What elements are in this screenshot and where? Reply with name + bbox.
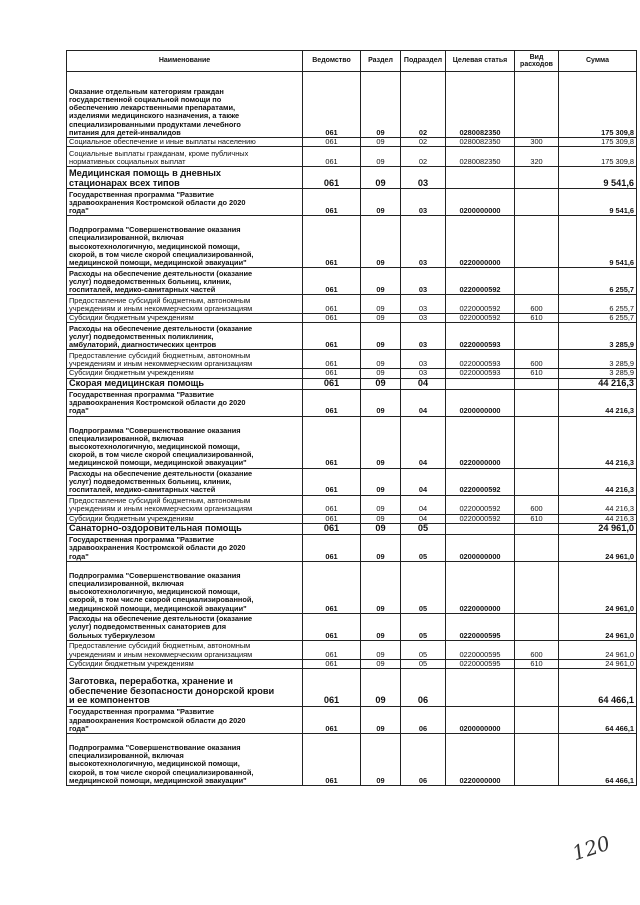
cell-section: 09 — [361, 147, 401, 167]
cell-dept: 061 — [303, 389, 361, 416]
cell-name: Государственная программа "Развитие здравоохранения Костромской области до 2020 года" — [67, 389, 303, 416]
cell-kind — [515, 707, 559, 734]
cell-dept: 061 — [303, 561, 361, 613]
cell-subsection: 03 — [401, 350, 446, 369]
cell-dept: 061 — [303, 468, 361, 495]
cell-kind — [515, 534, 559, 561]
cell-name: Субсидии бюджетным учреждениям — [67, 659, 303, 668]
cell-dept: 061 — [303, 189, 361, 216]
cell-sum: 6 255,7 — [559, 268, 637, 295]
cell-dept: 061 — [303, 613, 361, 640]
cell-sum: 3 285,9 — [559, 350, 637, 369]
cell-sum: 64 466,1 — [559, 707, 637, 734]
cell-dept: 061 — [303, 138, 361, 147]
cell-target: 0200000000 — [446, 389, 515, 416]
cell-name: Субсидии бюджетным учреждениям — [67, 314, 303, 323]
cell-name: Расходы на обеспечение деятельности (оказание услуг) подведомственных санаториев для больных туберкулезом — [67, 613, 303, 640]
header-section: Раздел — [361, 51, 401, 72]
cell-target: 0280082350 — [446, 147, 515, 167]
cell-name: Расходы на обеспечение деятельности (оказание услуг) подведомственных поликлиник, амбулаторий, диагностических центров — [67, 323, 303, 350]
cell-sum: 9 541,6 — [559, 189, 637, 216]
table-row — [67, 416, 637, 468]
cell-section: 09 — [361, 350, 401, 369]
cell-target: 0220000000 — [446, 561, 515, 613]
cell-subsection: 02 — [401, 72, 446, 138]
cell-subsection: 03 — [401, 295, 446, 314]
cell-subsection: 05 — [401, 534, 446, 561]
cell-sum: 64 466,1 — [559, 734, 637, 786]
cell-dept: 061 — [303, 350, 361, 369]
cell-dept: 061 — [303, 514, 361, 523]
cell-name: Субсидии бюджетным учреждениям — [67, 369, 303, 378]
cell-target: 0220000593 — [446, 323, 515, 350]
cell-subsection: 04 — [401, 468, 446, 495]
cell-kind: 610 — [515, 369, 559, 378]
cell-kind — [515, 189, 559, 216]
cell-name: Расходы на обеспечение деятельности (оказание услуг) подведомственных больниц, клиник, госпиталей, медико-санитарных частей — [67, 468, 303, 495]
cell-target: 0220000592 — [446, 514, 515, 523]
cell-dept: 061 — [303, 323, 361, 350]
cell-kind — [515, 323, 559, 350]
cell-dept: 061 — [303, 216, 361, 268]
cell-section: 09 — [361, 216, 401, 268]
cell-sum: 24 961,0 — [559, 561, 637, 613]
table-row — [67, 389, 637, 416]
table-row — [67, 323, 637, 350]
cell-target: 0200000000 — [446, 189, 515, 216]
cell-target: 0220000592 — [446, 468, 515, 495]
cell-section: 09 — [361, 369, 401, 378]
cell-sum: 175 309,8 — [559, 147, 637, 167]
table-row — [67, 268, 637, 295]
cell-subsection: 03 — [401, 189, 446, 216]
cell-target: 0220000592 — [446, 295, 515, 314]
cell-dept: 061 — [303, 72, 361, 138]
cell-subsection: 04 — [401, 495, 446, 514]
cell-target — [446, 378, 515, 389]
cell-target: 0220000000 — [446, 734, 515, 786]
cell-section: 09 — [361, 669, 401, 707]
cell-target — [446, 523, 515, 534]
cell-target: 0220000595 — [446, 613, 515, 640]
cell-dept: 061 — [303, 495, 361, 514]
cell-name: Социальное обеспечение и иные выплаты населению — [67, 138, 303, 147]
cell-kind — [515, 561, 559, 613]
cell-section: 09 — [361, 534, 401, 561]
cell-target: 0200000000 — [446, 534, 515, 561]
table-row — [67, 147, 637, 167]
cell-subsection: 04 — [401, 389, 446, 416]
cell-kind — [515, 416, 559, 468]
cell-sum: 6 255,7 — [559, 314, 637, 323]
cell-name: Социальные выплаты гражданам, кроме публичных нормативных социальных выплат — [67, 147, 303, 167]
cell-kind — [515, 378, 559, 389]
table-row — [67, 295, 637, 314]
cell-section: 09 — [361, 295, 401, 314]
cell-section: 09 — [361, 416, 401, 468]
table-row — [67, 167, 637, 189]
table-row — [67, 613, 637, 640]
header-dept: Ведомство — [303, 51, 361, 72]
cell-dept: 061 — [303, 416, 361, 468]
cell-dept: 061 — [303, 314, 361, 323]
cell-section: 09 — [361, 495, 401, 514]
cell-sum: 3 285,9 — [559, 369, 637, 378]
cell-kind: 600 — [515, 295, 559, 314]
cell-target — [446, 669, 515, 707]
page-number: 120 — [569, 830, 613, 866]
cell-target: 0220000593 — [446, 369, 515, 378]
table-row — [67, 734, 637, 786]
cell-kind: 600 — [515, 640, 559, 659]
budget-table — [66, 50, 637, 786]
cell-kind — [515, 167, 559, 189]
cell-sum: 175 309,8 — [559, 138, 637, 147]
cell-name: Предоставление субсидий бюджетным, автономным учреждениям и иным некоммерческим организациям — [67, 640, 303, 659]
cell-kind — [515, 734, 559, 786]
cell-name: Государственная программа "Развитие здравоохранения Костромской области до 2020 года" — [67, 534, 303, 561]
cell-subsection: 05 — [401, 613, 446, 640]
cell-sum: 44 216,3 — [559, 389, 637, 416]
cell-name: Санаторно-оздоровительная помощь — [67, 523, 303, 534]
cell-sum: 175 309,8 — [559, 72, 637, 138]
cell-dept: 061 — [303, 295, 361, 314]
cell-kind — [515, 72, 559, 138]
cell-sum: 3 285,9 — [559, 323, 637, 350]
cell-kind: 600 — [515, 350, 559, 369]
cell-target: 0220000593 — [446, 350, 515, 369]
cell-section: 09 — [361, 523, 401, 534]
cell-name: Государственная программа "Развитие здравоохранения Костромской области до 2020 года" — [67, 707, 303, 734]
table-row — [67, 72, 637, 138]
cell-sum: 9 541,6 — [559, 167, 637, 189]
table-row — [67, 216, 637, 268]
cell-target: 0220000592 — [446, 495, 515, 514]
cell-dept: 061 — [303, 268, 361, 295]
cell-target: 0280082350 — [446, 72, 515, 138]
cell-name: Заготовка, переработка, хранение и обеспечение безопасности донорской крови и ее компонентов — [67, 669, 303, 707]
table-row — [67, 707, 637, 734]
cell-subsection: 06 — [401, 669, 446, 707]
cell-kind: 610 — [515, 659, 559, 668]
header-sum: Сумма — [559, 51, 637, 72]
cell-target: 0280082350 — [446, 138, 515, 147]
cell-name: Оказание отдельным категориям граждан государственной социальной помощи по обеспечению лекарственными препаратами, изделиями медицинского назначения, а также специализированными продуктами лечебного питания для детей-инвалидов — [67, 72, 303, 138]
cell-sum: 6 255,7 — [559, 295, 637, 314]
cell-dept: 061 — [303, 659, 361, 668]
cell-name: Подпрограмма "Совершенствование оказания специализированной, включая высокотехнологичную, медицинской помощи, скорой, в том числе скорой специализированной, медицинской помощи, медицинской эвакуации" — [67, 561, 303, 613]
header-kind: Вид расходов — [515, 51, 559, 72]
cell-subsection: 05 — [401, 561, 446, 613]
cell-kind: 320 — [515, 147, 559, 167]
table-body — [67, 72, 637, 786]
header-row — [67, 51, 637, 72]
cell-name: Расходы на обеспечение деятельности (оказание услуг) подведомственных больниц, клиник, госпиталей, медико-санитарных частей — [67, 268, 303, 295]
cell-name: Медицинская помощь в дневных стационарах всех типов — [67, 167, 303, 189]
cell-subsection: 03 — [401, 268, 446, 295]
cell-kind — [515, 669, 559, 707]
cell-section: 09 — [361, 189, 401, 216]
cell-section: 09 — [361, 323, 401, 350]
cell-sum: 44 216,3 — [559, 495, 637, 514]
table-row — [67, 669, 637, 707]
cell-section: 09 — [361, 468, 401, 495]
cell-dept: 061 — [303, 734, 361, 786]
cell-kind: 600 — [515, 495, 559, 514]
cell-subsection: 06 — [401, 734, 446, 786]
table-row — [67, 369, 637, 378]
cell-subsection: 03 — [401, 369, 446, 378]
cell-target: 0220000595 — [446, 640, 515, 659]
cell-sum: 44 216,3 — [559, 468, 637, 495]
cell-dept: 061 — [303, 147, 361, 167]
cell-section: 09 — [361, 72, 401, 138]
cell-name: Предоставление субсидий бюджетным, автономным учреждениям и иным некоммерческим организациям — [67, 295, 303, 314]
header-target: Целевая статья — [446, 51, 515, 72]
cell-kind — [515, 613, 559, 640]
cell-kind — [515, 468, 559, 495]
cell-sum: 24 961,0 — [559, 659, 637, 668]
cell-section: 09 — [361, 640, 401, 659]
table-row — [67, 495, 637, 514]
table-row — [67, 138, 637, 147]
cell-target: 0220000592 — [446, 268, 515, 295]
cell-name: Скорая медицинская помощь — [67, 378, 303, 389]
cell-section: 09 — [361, 707, 401, 734]
header-name: Наименование — [67, 51, 303, 72]
cell-subsection: 06 — [401, 707, 446, 734]
cell-target: 0220000592 — [446, 314, 515, 323]
cell-subsection: 02 — [401, 147, 446, 167]
cell-name: Государственная программа "Развитие здравоохранения Костромской области до 2020 года" — [67, 189, 303, 216]
cell-sum: 24 961,0 — [559, 534, 637, 561]
table-row — [67, 659, 637, 668]
cell-dept: 061 — [303, 378, 361, 389]
cell-subsection: 03 — [401, 323, 446, 350]
cell-section: 09 — [361, 659, 401, 668]
cell-target: 0220000000 — [446, 416, 515, 468]
cell-section: 09 — [361, 561, 401, 613]
table-row — [67, 561, 637, 613]
cell-dept: 061 — [303, 167, 361, 189]
cell-dept: 061 — [303, 534, 361, 561]
cell-subsection: 05 — [401, 659, 446, 668]
cell-section: 09 — [361, 378, 401, 389]
header-subsection: Подраздел — [401, 51, 446, 72]
cell-dept: 061 — [303, 707, 361, 734]
cell-subsection: 04 — [401, 416, 446, 468]
cell-target — [446, 167, 515, 189]
cell-kind — [515, 389, 559, 416]
table-row — [67, 350, 637, 369]
cell-kind: 610 — [515, 314, 559, 323]
cell-section: 09 — [361, 734, 401, 786]
cell-target: 0220000000 — [446, 216, 515, 268]
cell-dept: 061 — [303, 640, 361, 659]
cell-dept: 061 — [303, 523, 361, 534]
cell-subsection: 05 — [401, 640, 446, 659]
cell-section: 09 — [361, 138, 401, 147]
table-row — [67, 378, 637, 389]
table-row — [67, 523, 637, 534]
cell-kind: 610 — [515, 514, 559, 523]
cell-subsection: 05 — [401, 523, 446, 534]
cell-section: 09 — [361, 514, 401, 523]
cell-section: 09 — [361, 613, 401, 640]
cell-subsection: 04 — [401, 378, 446, 389]
cell-sum: 44 216,3 — [559, 378, 637, 389]
cell-subsection: 03 — [401, 167, 446, 189]
cell-subsection: 04 — [401, 514, 446, 523]
cell-name: Предоставление субсидий бюджетным, автономным учреждениям и иным некоммерческим организациям — [67, 350, 303, 369]
cell-section: 09 — [361, 268, 401, 295]
table-row — [67, 640, 637, 659]
cell-section: 09 — [361, 314, 401, 323]
cell-sum: 24 961,0 — [559, 640, 637, 659]
table-row — [67, 189, 637, 216]
cell-kind — [515, 523, 559, 534]
cell-target: 0200000000 — [446, 707, 515, 734]
table-row — [67, 314, 637, 323]
cell-name: Подпрограмма "Совершенствование оказания специализированной, включая высокотехнологичную, медицинской помощи, скорой, в том числе скорой специализированной, медицинской помощи, медицинской эвакуации" — [67, 416, 303, 468]
cell-subsection: 02 — [401, 138, 446, 147]
cell-target: 0220000595 — [446, 659, 515, 668]
cell-sum: 24 961,0 — [559, 523, 637, 534]
cell-kind: 300 — [515, 138, 559, 147]
cell-dept: 061 — [303, 669, 361, 707]
cell-sum: 44 216,3 — [559, 514, 637, 523]
cell-subsection: 03 — [401, 216, 446, 268]
cell-name: Субсидии бюджетным учреждениям — [67, 514, 303, 523]
table-row — [67, 534, 637, 561]
cell-section: 09 — [361, 167, 401, 189]
cell-sum: 44 216,3 — [559, 416, 637, 468]
cell-sum: 9 541,6 — [559, 216, 637, 268]
cell-subsection: 03 — [401, 314, 446, 323]
cell-name: Подпрограмма "Совершенствование оказания специализированной, включая высокотехнологичную, медицинской помощи, скорой, в том числе скорой специализированной, медицинской помощи, медицинской эвакуации" — [67, 216, 303, 268]
cell-sum: 64 466,1 — [559, 669, 637, 707]
cell-dept: 061 — [303, 369, 361, 378]
cell-kind — [515, 216, 559, 268]
cell-name: Подпрограмма "Совершенствование оказания специализированной, включая высокотехнологичную, медицинской помощи, скорой, в том числе скорой специализированной, медицинской помощи, медицинской эвакуации" — [67, 734, 303, 786]
cell-kind — [515, 268, 559, 295]
cell-sum: 24 961,0 — [559, 613, 637, 640]
table-row — [67, 468, 637, 495]
table-row — [67, 514, 637, 523]
cell-section: 09 — [361, 389, 401, 416]
cell-name: Предоставление субсидий бюджетным, автономным учреждениям и иным некоммерческим организациям — [67, 495, 303, 514]
